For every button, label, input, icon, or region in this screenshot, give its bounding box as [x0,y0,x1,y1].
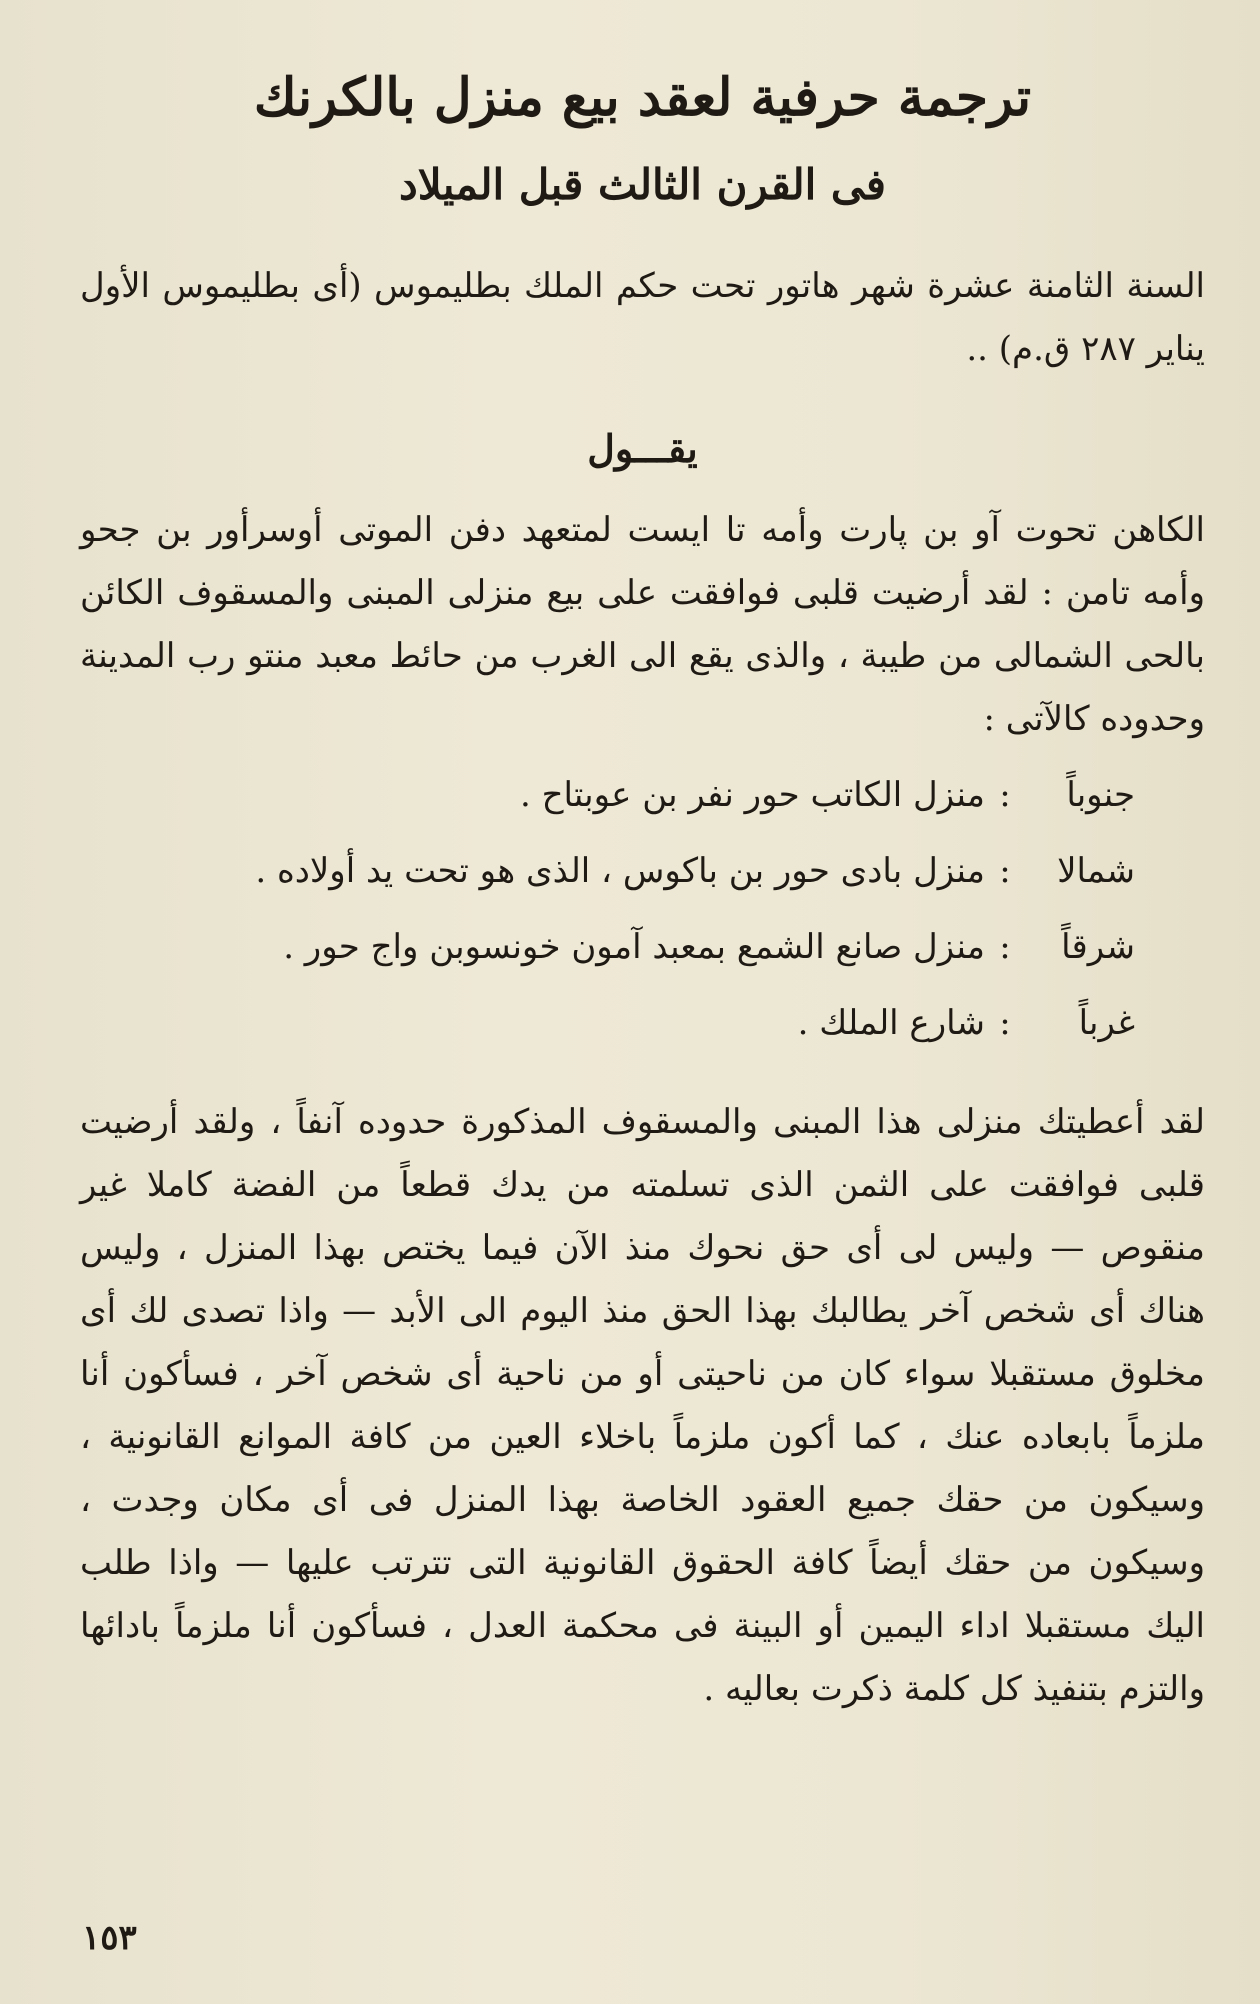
bound-description: شارع الملك . [797,1003,985,1043]
intro-paragraph: السنة الثامنة عشرة شهر هاتور تحت حكم الملك بطليموس (أى بطليموس الأول يناير ٢٨٧ ق.م) .. [80,266,1205,369]
contract-paragraph-1: الكاهن تحوت آو بن پارت وأمه تا ايست لمتعهد دفن الموتى أوسرأور بن جحو وأمه تامن : لقد أرضيت قلبى فوافقت على بيع منزلى المبنى والمسقوف الكائن بالحى الشمالى من طيبة ، والذى يقع الى الغرب من حائط معبد منتو رب المدينة وحدوده كالآتى : [80,510,1205,739]
contract-paragraph-2: لقد أعطيتك منزلى هذا المبنى والمسقوف المذكورة حدوده آنفاً ، ولقد أرضيت قلبى فوافقت على الثمن الذى تسلمته من يدك قطعاً من الفضة كاملا غير منقوص — وليس لى أى حق نحوك منذ الآن فيما يختص بهذا المنزل ، وليس هناك أى شخص آخر يطالبك بهذا الحق منذ اليوم الى الأبد — واذا تصدى لك أى مخلوق مستقبلا سواء كان من ناحيتى أو من ناحية أى شخص آخر ، فسأكون أنا ملزماً بابعاده عنك ، كما أكون ملزماً باخلاء العين من كافة الموانع القانونية ، وسيكون من حقك جميع العقود الخاصة بهذا المنزل فى أى مكان وجدت ، وسيكون من حقك أيضاً كافة الحقوق القانونية التى تترتب عليها — واذا طلب اليك مستقبلا اداء اليمين أو البينة فى محكمة العدل ، فسأكون أنا ملزماً بادائها والتزم بتنفيذ كل كلمة ذكرت بعاليه . [80,1102,1205,1709]
bound-west [80,985,1135,1061]
bound-east [80,909,1135,985]
page-subtitle: فى القرن الثالث قبل الميلاد [398,160,887,209]
bound-direction: جنوباً [1066,775,1135,815]
bound-description: منزل الكاتب حور نفر بن عوبتاح . [519,775,985,815]
property-bounds-list [80,757,1205,1061]
page-title: ترجمة حرفية لعقد بيع منزل بالكرنك [253,67,1032,128]
bound-colon: : [999,1003,1011,1043]
bound-south [80,757,1135,833]
bound-colon: : [999,851,1011,891]
bound-description: منزل بادى حور بن باكوس ، الذى هو تحت يد أولاده . [255,851,985,891]
bound-description: منزل صانع الشمع بمعبد آمون خونسوبن واج حور . [283,927,985,967]
bound-north [80,833,1135,909]
section-heading: يقـــول [587,426,698,471]
bound-direction: غرباً [1078,1003,1135,1043]
bound-direction: شرقاً [1061,927,1135,967]
bound-colon: : [999,927,1011,967]
bound-direction: شمالا [1057,851,1135,891]
bound-colon: : [999,775,1011,815]
page-number: ١٥٣ [82,1918,137,1958]
page-content [80,50,1205,1721]
